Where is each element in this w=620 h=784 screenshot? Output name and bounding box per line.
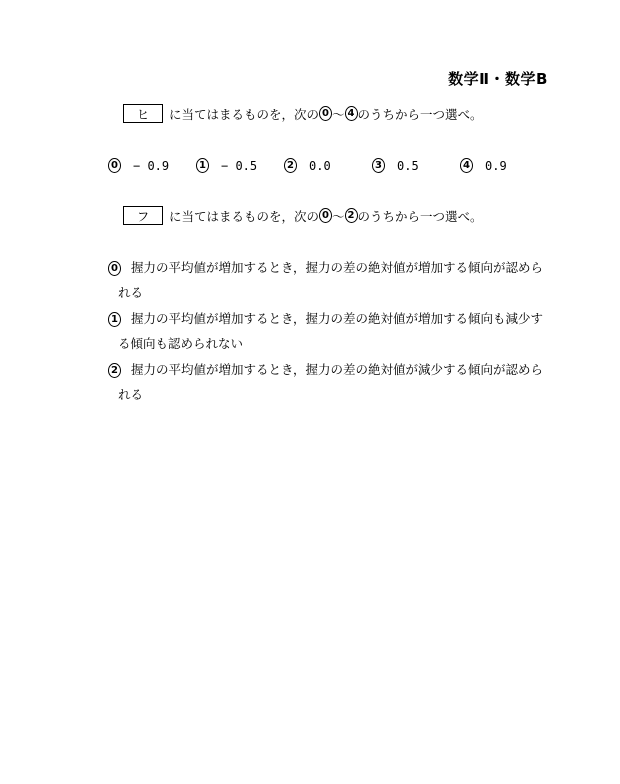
choice-text-line1: 握力の平均値が増加するとき，握力の差の絶対値が増加する傾向が認めら — [131, 260, 544, 275]
circled-number-0: 0 — [319, 208, 332, 223]
option-3[interactable] — [372, 158, 419, 173]
tilde: 〜 — [332, 208, 345, 224]
option-value: − 0.5 — [221, 158, 258, 173]
choice-text-line1: 握力の平均値が増加するとき，握力の差の絶対値が増加する傾向も減少す — [131, 311, 544, 326]
option-1[interactable] — [196, 158, 257, 173]
option-value: 0.5 — [397, 158, 419, 173]
choice-text-line2: る傾向も認められない — [118, 336, 244, 351]
option-number: 2 — [284, 158, 297, 173]
option-number: 0 — [108, 158, 121, 173]
tilde: 〜 — [332, 106, 345, 122]
prompt-text-before: に当てはまるものを，次の — [169, 208, 320, 224]
choice-2[interactable] — [108, 357, 553, 407]
option-number: 4 — [460, 158, 473, 173]
answer-blank-hi[interactable]: ヒ — [123, 104, 163, 123]
circled-number-2: 2 — [345, 208, 358, 223]
option-0[interactable] — [108, 158, 169, 173]
page-header-subject: 数学Ⅱ・数学B — [448, 70, 548, 88]
question-fu-prompt — [123, 206, 483, 225]
answer-options-hi — [108, 158, 528, 176]
choice-number: 1 — [108, 312, 121, 327]
question-hi-prompt — [123, 104, 483, 123]
choice-0[interactable] — [108, 255, 553, 305]
option-value: 0.9 — [485, 158, 507, 173]
option-value: 0.0 — [309, 158, 331, 173]
choice-text-line2: れる — [118, 387, 144, 402]
option-number: 3 — [372, 158, 385, 173]
answer-blank-fu[interactable]: フ — [123, 206, 163, 225]
prompt-text-before: に当てはまるものを，次の — [169, 106, 320, 122]
choice-number: 2 — [108, 363, 121, 378]
choice-1[interactable] — [108, 306, 553, 356]
prompt-text-after: のうちから一つ選べ。 — [357, 208, 483, 224]
circled-number-4: 4 — [345, 106, 358, 121]
option-number: 1 — [196, 158, 209, 173]
option-4[interactable] — [460, 158, 507, 173]
circled-number-0: 0 — [319, 106, 332, 121]
option-value: − 0.9 — [133, 158, 170, 173]
prompt-text-after: のうちから一つ選べ。 — [357, 106, 483, 122]
choice-number: 0 — [108, 261, 121, 276]
choice-text-line1: 握力の平均値が増加するとき，握力の差の絶対値が減少する傾向が認めら — [131, 362, 544, 377]
choice-text-line2: れる — [118, 285, 144, 300]
option-2[interactable] — [284, 158, 331, 173]
